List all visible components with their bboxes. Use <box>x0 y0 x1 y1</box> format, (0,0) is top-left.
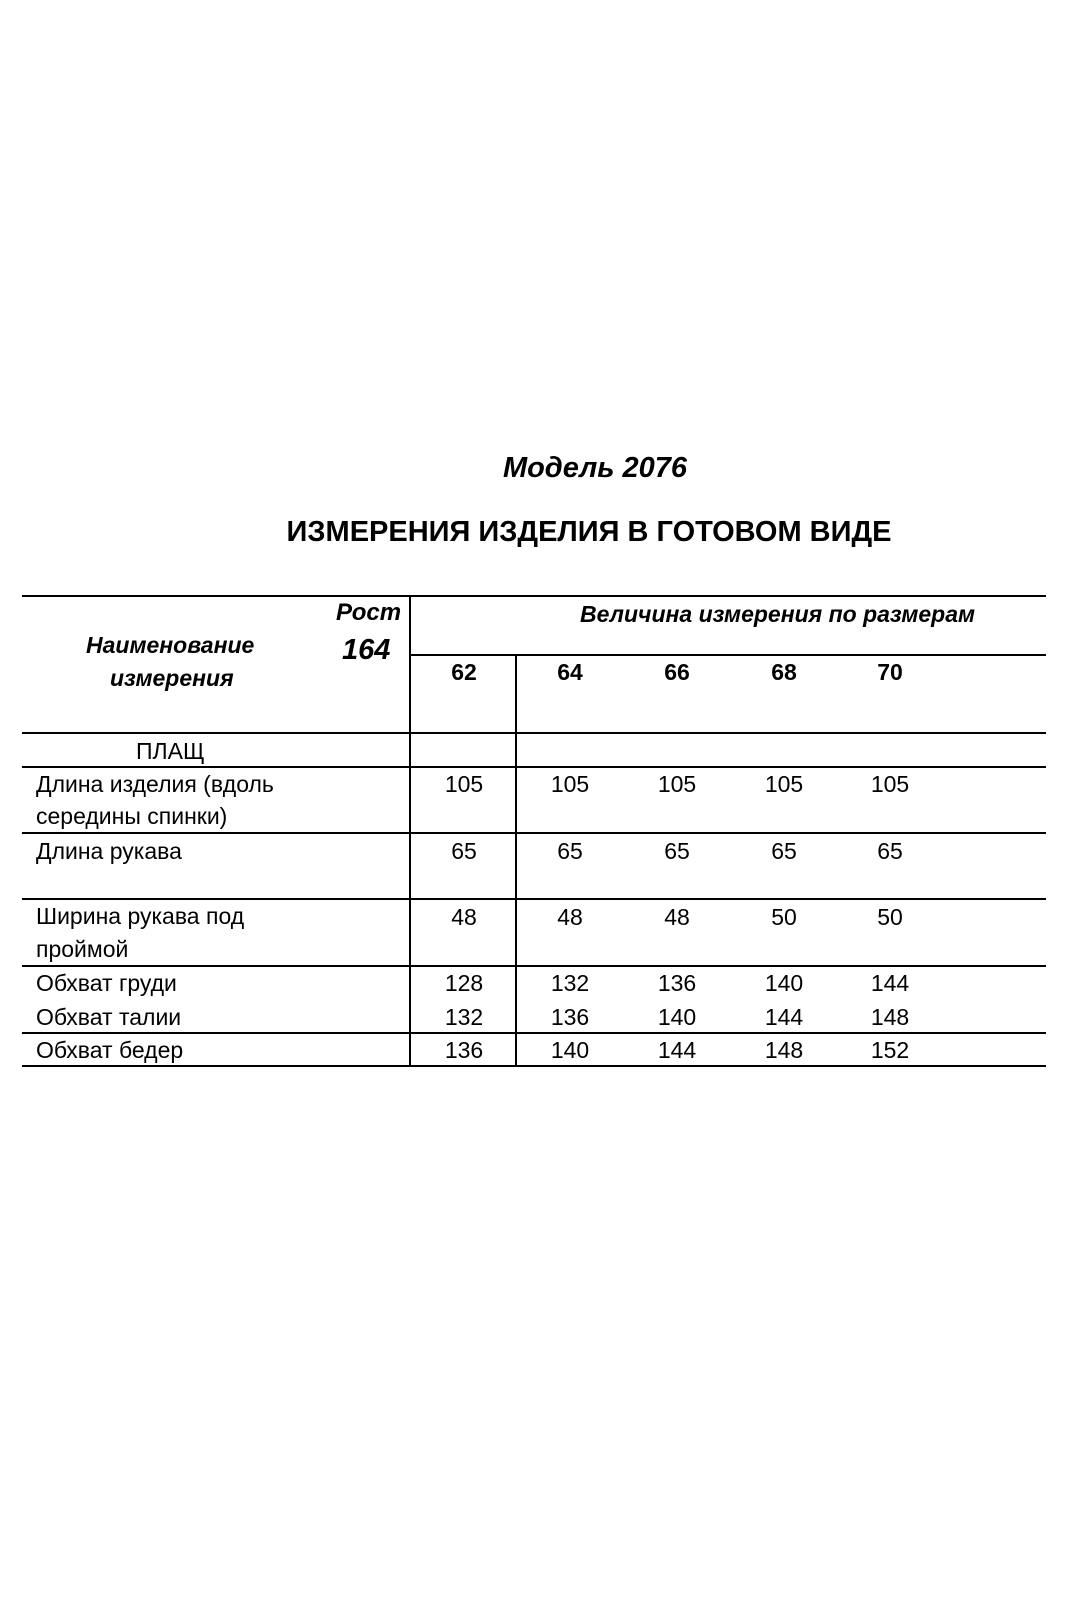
row-name-line1: Длина рукава <box>36 838 182 864</box>
size-header-68: 68 <box>771 659 797 685</box>
name-column-divider <box>409 596 411 1066</box>
height-label: Рост <box>336 599 402 626</box>
size-header-64: 64 <box>557 659 583 685</box>
cell-value: 105 <box>550 771 590 797</box>
cell-value: 65 <box>451 838 477 864</box>
cell-value: 136 <box>444 1037 484 1063</box>
cell-value: 128 <box>444 970 484 996</box>
cell-value: 148 <box>870 1004 910 1030</box>
cell-value: 65 <box>557 838 583 864</box>
size-header-62: 62 <box>451 659 477 685</box>
cell-value: 65 <box>877 838 903 864</box>
cell-value: 65 <box>771 838 797 864</box>
cell-value: 132 <box>444 1004 484 1030</box>
first-size-divider <box>515 655 517 1066</box>
row-name-line1: Обхват бедер <box>36 1037 184 1063</box>
row-name-line2: проймой <box>36 936 129 962</box>
cell-value: 144 <box>870 970 910 996</box>
cell-value: 144 <box>764 1004 804 1030</box>
sizes-header: Величина измерения по размерам <box>580 601 975 627</box>
size-header-70: 70 <box>877 659 903 685</box>
cell-value: 48 <box>664 904 690 930</box>
cell-value: 50 <box>877 904 903 930</box>
cell-value: 105 <box>444 771 484 797</box>
cell-value: 132 <box>550 970 590 996</box>
section-label: ПЛАЩ <box>136 738 205 764</box>
row-name-line1: Ширина рукава под <box>36 903 245 929</box>
height-value: 164 <box>342 634 391 666</box>
cell-value: 105 <box>657 771 697 797</box>
row-name-line1: Длина изделия (вдоль <box>36 771 274 797</box>
cell-value: 144 <box>657 1037 697 1063</box>
name-header-line1: Наименование <box>86 632 255 658</box>
table-top-border <box>22 595 1046 597</box>
cell-value: 136 <box>657 970 697 996</box>
cell-value: 48 <box>557 904 583 930</box>
size-header-66: 66 <box>664 659 690 685</box>
cell-value: 148 <box>764 1037 804 1063</box>
cell-value: 152 <box>870 1037 910 1063</box>
row-name-line2: середины спинки) <box>36 803 228 829</box>
cell-value: 50 <box>771 904 797 930</box>
row-name-line1: Обхват талии <box>36 1004 182 1030</box>
name-header-line2: измерения <box>110 665 234 691</box>
document-title: ИЗМЕРЕНИЯ ИЗДЕЛИЯ В ГОТОВОМ ВИДЕ <box>286 516 892 548</box>
header-bottom-border <box>22 732 1046 734</box>
cell-value: 140 <box>764 970 804 996</box>
cell-value: 136 <box>550 1004 590 1030</box>
cell-value: 140 <box>550 1037 590 1063</box>
cell-value: 105 <box>764 771 804 797</box>
cell-value: 105 <box>870 771 910 797</box>
row-name-line1: Обхват груди <box>36 970 177 996</box>
sizes-header-divider <box>410 654 1046 656</box>
cell-value: 48 <box>451 904 477 930</box>
cell-value: 140 <box>657 1004 697 1030</box>
model-title: Модель 2076 <box>502 452 688 484</box>
cell-value: 65 <box>664 838 690 864</box>
